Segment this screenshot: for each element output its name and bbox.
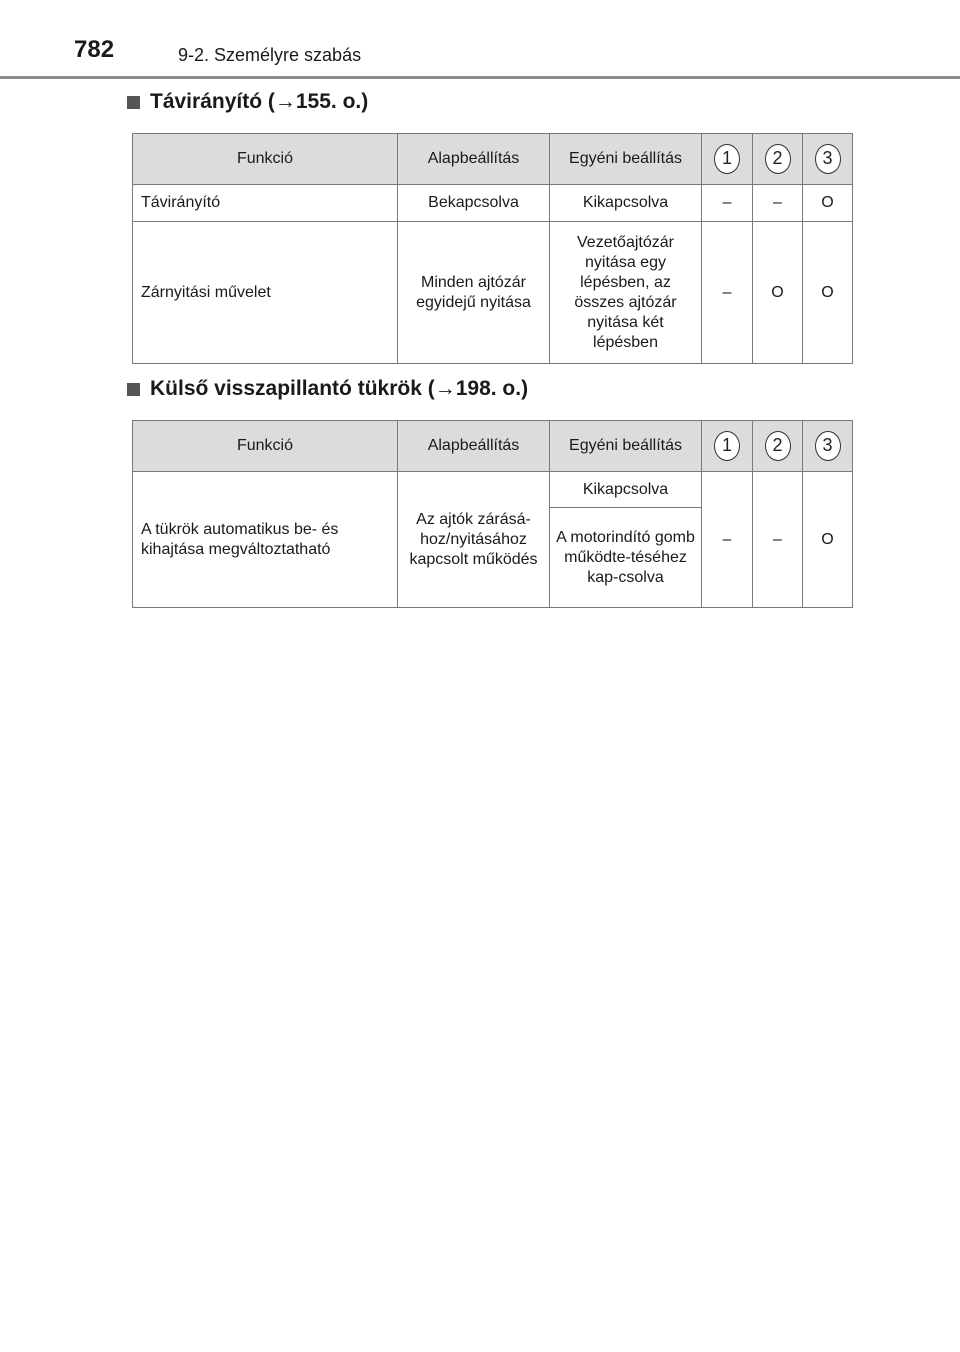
cell-custom: Kikapcsolva — [550, 185, 702, 222]
cell-custom-option: A motorindító gomb működte-téséhez kap-csolva — [550, 508, 702, 608]
cell-function: Távirányító — [133, 185, 398, 222]
col-header-3 — [803, 421, 853, 472]
col-header-3 — [803, 134, 853, 185]
cell-c2: – — [753, 185, 803, 222]
section-heading: Távirányító (→155. o.) — [150, 90, 369, 113]
cell-c2: – — [753, 472, 803, 608]
cell-c3: O — [803, 222, 853, 364]
table-row — [133, 222, 853, 364]
cell-c3: O — [803, 472, 853, 608]
cell-c3: O — [803, 185, 853, 222]
mirror-settings-table — [132, 420, 853, 608]
col-header-function: Funkció — [133, 134, 398, 185]
col-header-1 — [702, 421, 753, 472]
cell-function: Zárnyitási művelet — [133, 222, 398, 364]
cell-default: Minden ajtózár egyidejű nyitása — [398, 222, 550, 364]
cell-function: A tükrök automatikus be- és kihajtása megváltoztatható — [133, 472, 398, 608]
col-header-custom: Egyéni beállítás — [550, 134, 702, 185]
page-number: 782 — [74, 36, 115, 63]
table-header-row — [133, 421, 853, 472]
col-header-2 — [753, 421, 803, 472]
cell-default: Bekapcsolva — [398, 185, 550, 222]
page-header — [0, 0, 960, 80]
circled-1-icon: 1 — [714, 431, 740, 461]
table-header-row — [133, 134, 853, 185]
col-header-2 — [753, 134, 803, 185]
col-header-default: Alapbeállítás — [398, 134, 550, 185]
circled-2-icon: 2 — [765, 144, 791, 174]
table-row — [133, 472, 853, 508]
square-bullet-icon — [127, 383, 140, 396]
section-heading: Külső visszapillantó tükrök (→198. o.) — [150, 377, 529, 400]
cell-c2: O — [753, 222, 803, 364]
remote-settings-table — [132, 133, 853, 364]
circled-3-icon: 3 — [815, 431, 841, 461]
table-row — [133, 185, 853, 222]
cell-c1: – — [702, 185, 753, 222]
col-header-default: Alapbeállítás — [398, 421, 550, 472]
section-title-mirrors — [127, 377, 528, 401]
cell-default: Az ajtók zárásá-hoz/nyitásához kapcsolt működés — [398, 472, 550, 608]
section-title-remote — [127, 90, 368, 114]
chapter-title: 9-2. Személyre szabás — [178, 45, 362, 65]
square-bullet-icon — [127, 96, 140, 109]
cell-custom: Vezetőajtózár nyitása egy lépésben, az összes ajtózár nyitása két lépésben — [550, 222, 702, 364]
col-header-function: Funkció — [133, 421, 398, 472]
circled-2-icon: 2 — [765, 431, 791, 461]
circled-1-icon: 1 — [714, 144, 740, 174]
cell-c1: – — [702, 472, 753, 608]
cell-c1: – — [702, 222, 753, 364]
col-header-1 — [702, 134, 753, 185]
col-header-custom: Egyéni beállítás — [550, 421, 702, 472]
header-divider — [0, 76, 960, 79]
circled-3-icon: 3 — [815, 144, 841, 174]
cell-custom-option: Kikapcsolva — [550, 472, 702, 508]
